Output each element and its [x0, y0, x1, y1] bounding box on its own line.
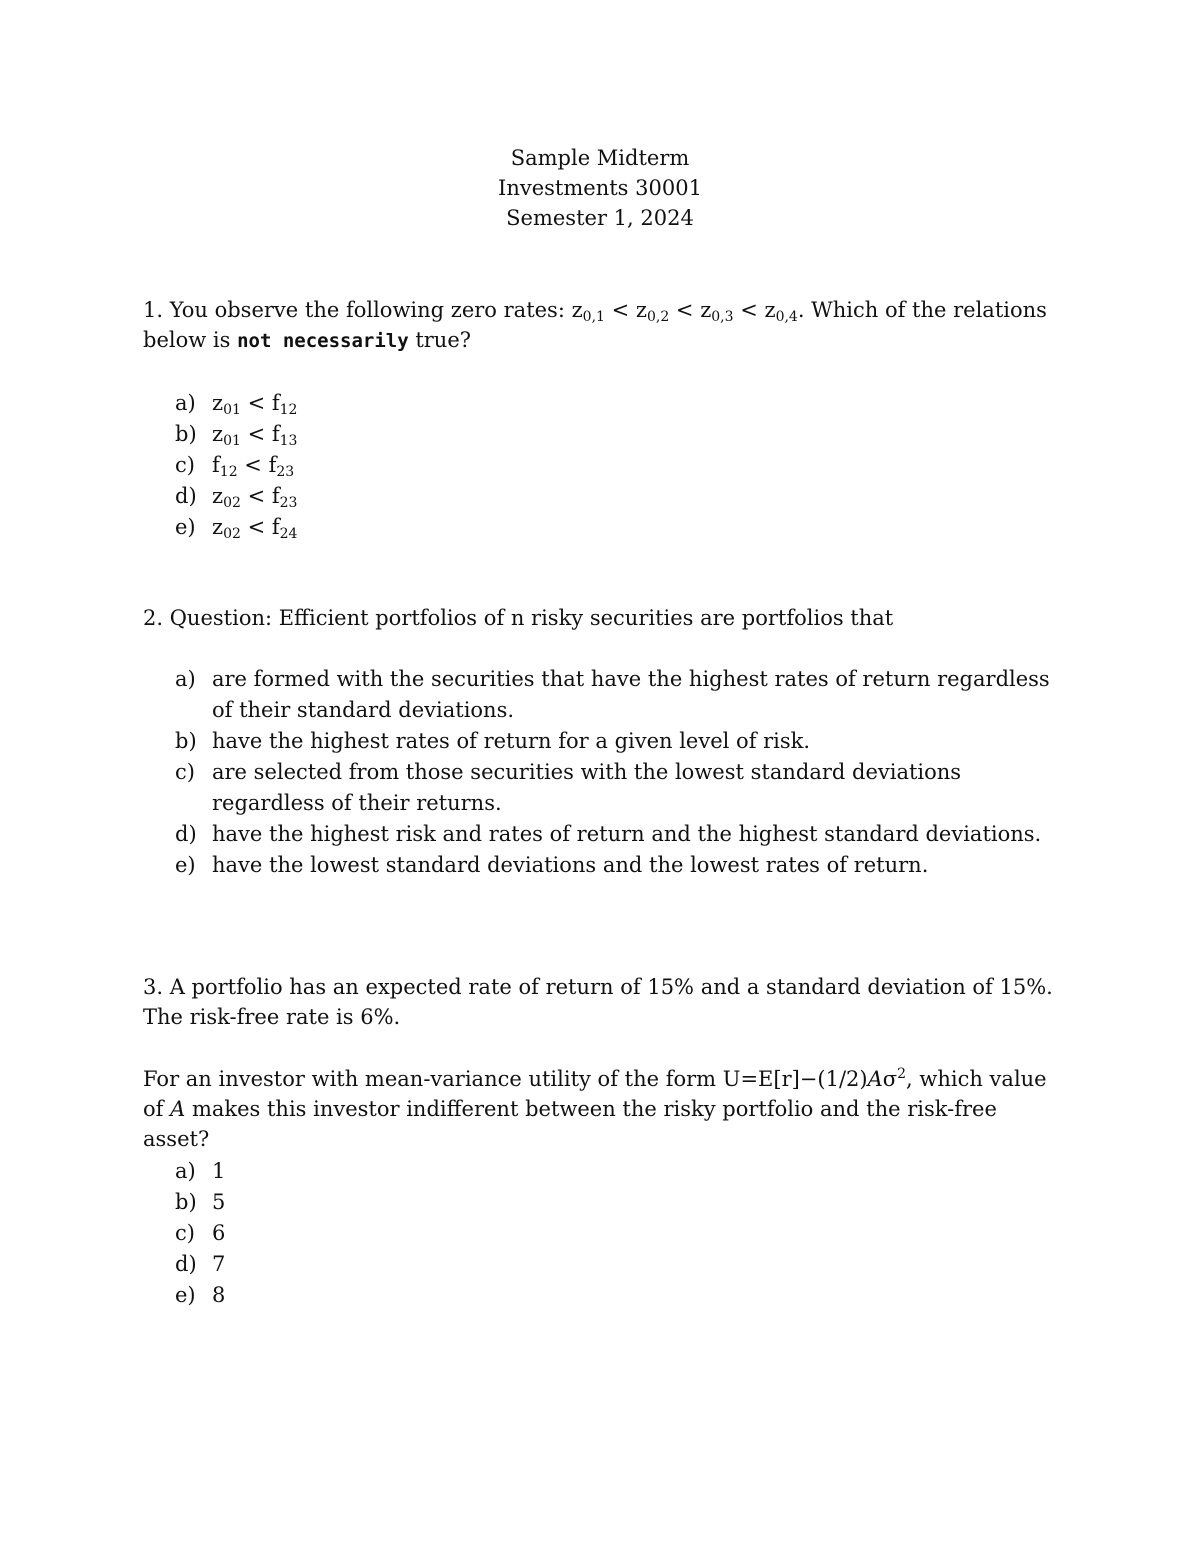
q1-text-end: true? [408, 328, 472, 352]
rate-symbol: z [635, 298, 647, 322]
option-label: a) [175, 1159, 196, 1183]
lhs-sub: 12 [219, 464, 238, 480]
q3-option-d [175, 1249, 1055, 1280]
option-label: d) [175, 484, 197, 508]
option-label: a) [175, 391, 196, 415]
option-text: have the highest rates of return for a given level of risk. [212, 729, 811, 753]
option-text: are selected from those securities with the lowest standard deviations regardless of their returns. [212, 760, 962, 815]
lhs: z [212, 484, 224, 508]
q3-option-c [175, 1218, 1055, 1249]
less-than: < [733, 298, 765, 322]
option-text: 1 [212, 1159, 226, 1183]
operator: < [240, 515, 272, 539]
less-than: < [669, 298, 701, 322]
q2-option-c [175, 757, 1055, 819]
rate-subscript: 0,3 [711, 309, 734, 325]
q3-option-e [175, 1280, 1055, 1311]
q3-option-a [175, 1156, 1055, 1187]
lhs: z [212, 391, 224, 415]
operator: < [240, 484, 272, 508]
rate-subscript: 0,2 [646, 309, 670, 325]
option-label: d) [175, 1252, 197, 1276]
semester: Semester 1, 2024 [506, 206, 694, 230]
q3-text-start: For an investor with mean-variance utility of the form U=E[r]−(1/2) [143, 1067, 868, 1091]
course-name: Investments 30001 [498, 176, 702, 200]
lhs-sub: 01 [223, 433, 241, 449]
lhs: z [212, 422, 224, 446]
q3-text-end: makes this investor indifferent between the risky portfolio and the risk-free asset? [143, 1097, 997, 1151]
option-label: b) [175, 729, 197, 753]
option-label: e) [175, 1283, 196, 1307]
rhs-sub: 24 [279, 526, 298, 542]
exam-title: Sample Midterm [510, 146, 690, 170]
option-label: b) [175, 422, 197, 446]
rhs-sub: 13 [279, 433, 298, 449]
question-2: 2. Question: Efficient portfolios of n risky securities are portfolios that [143, 606, 894, 630]
exam-header [0, 143, 1200, 233]
rate-symbol: z [764, 298, 776, 322]
risk-aversion-symbol: A [867, 1067, 883, 1091]
rhs: f [271, 515, 280, 539]
rhs: f [271, 391, 280, 415]
question-3: 3. A portfolio has an expected rate of return of 15% and a standard deviation of 15%. The risk-free rate is 6%. [143, 975, 1053, 1029]
rate-symbol: z [571, 298, 583, 322]
q2-options [175, 664, 1055, 881]
q3-options [175, 1156, 1055, 1311]
lhs-sub: 02 [223, 526, 241, 542]
option-text: 8 [212, 1283, 226, 1307]
option-label: d) [175, 822, 197, 846]
q1-option-a [175, 388, 1055, 419]
q2-option-b [175, 726, 1055, 757]
q1-text-mid: . Which of the relations below is [143, 298, 1047, 352]
option-text: have the highest risk and rates of return and the highest standard deviations. [212, 822, 1042, 846]
exponent: 2 [897, 1066, 907, 1082]
q3-option-b [175, 1187, 1055, 1218]
option-label: a) [175, 667, 196, 691]
question-3-utility [143, 1064, 1063, 1154]
q1-options [175, 388, 1055, 543]
option-label: b) [175, 1190, 197, 1214]
q1-option-c [175, 450, 1055, 481]
less-than: < [604, 298, 636, 322]
q2-option-d [175, 819, 1055, 850]
q2-option-e [175, 850, 1055, 881]
operator: < [240, 391, 272, 415]
risk-aversion-symbol: A [170, 1097, 186, 1121]
q2-option-a [175, 664, 1055, 726]
option-text: 7 [212, 1252, 226, 1276]
rhs-sub: 23 [276, 464, 295, 480]
option-label: e) [175, 853, 196, 877]
rhs-sub: 23 [279, 495, 298, 511]
q1-emphasis: not necessarily [237, 330, 409, 352]
option-label: e) [175, 515, 196, 539]
option-text: have the lowest standard deviations and the lowest rates of return. [212, 853, 929, 877]
question-1 [143, 295, 1063, 356]
q1-option-d [175, 481, 1055, 512]
rhs: f [268, 453, 277, 477]
rate-subscript: 0,4 [775, 309, 798, 325]
lhs: f [212, 453, 220, 477]
sigma-symbol: σ [882, 1067, 898, 1091]
lhs-sub: 01 [223, 402, 241, 418]
option-label: c) [175, 1221, 195, 1245]
q1-option-e [175, 512, 1055, 543]
lhs: z [212, 515, 224, 539]
rhs: f [271, 422, 280, 446]
rhs: f [271, 484, 280, 508]
q3-text-mid: , which value of [143, 1067, 1047, 1121]
operator: < [237, 453, 269, 477]
option-label: c) [175, 453, 195, 477]
q1-option-b [175, 419, 1055, 450]
operator: < [240, 422, 272, 446]
option-text: 6 [212, 1221, 226, 1245]
lhs-sub: 02 [223, 495, 241, 511]
option-text: are formed with the securities that have the highest rates of return regardless of their standard deviations. [212, 667, 1050, 722]
rate-subscript: 0,1 [582, 309, 605, 325]
rhs-sub: 12 [279, 402, 298, 418]
option-label: c) [175, 760, 195, 784]
option-text: 5 [212, 1190, 226, 1214]
q1-text-start: 1. You observe the following zero rates: [143, 298, 572, 322]
rate-symbol: z [700, 298, 712, 322]
